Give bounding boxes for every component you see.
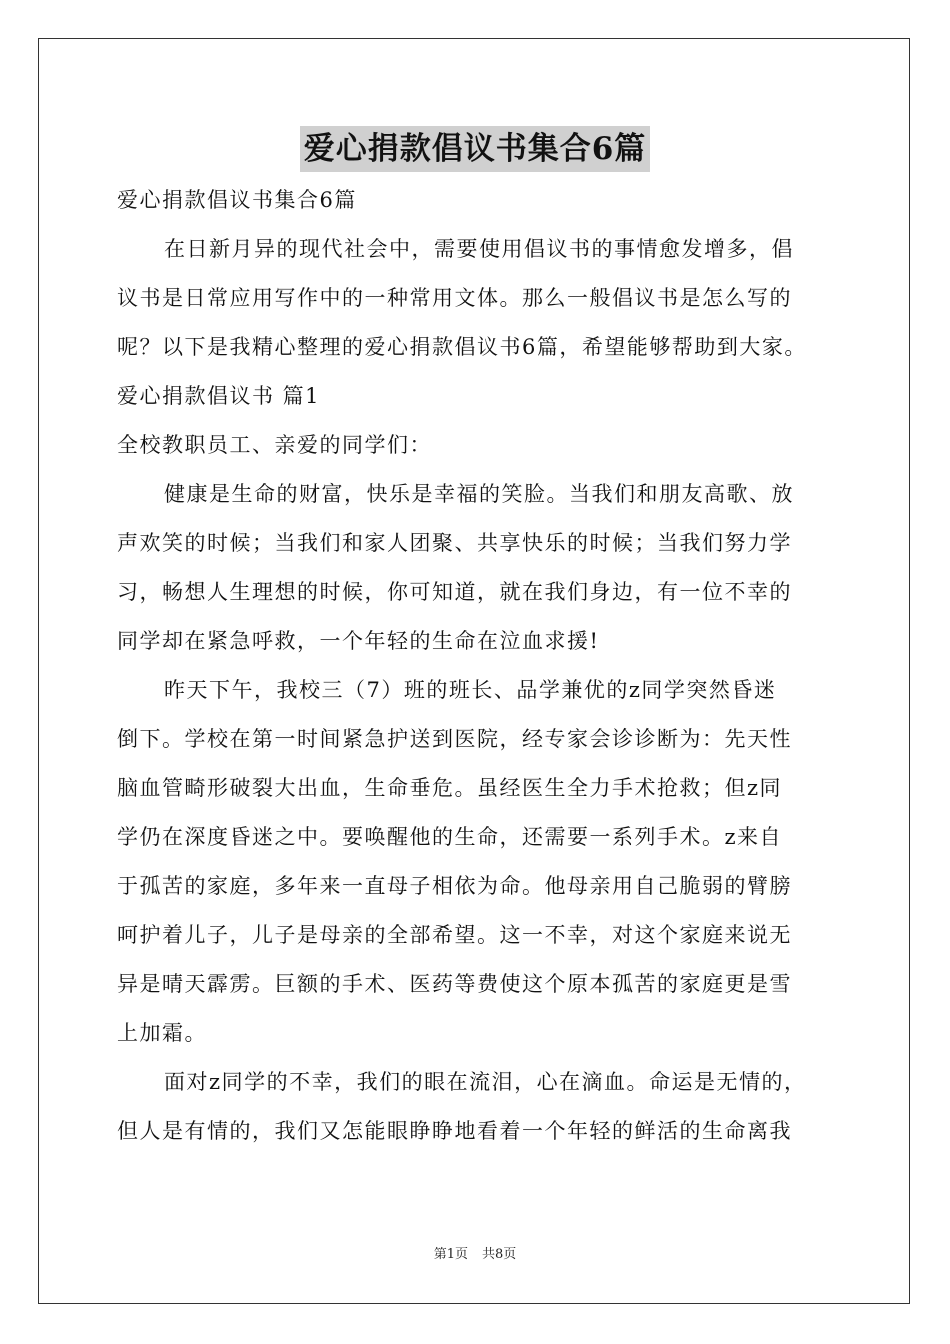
text-line: 但人是有情的，我们又怎能眼睁睁地看着一个年轻的鲜活的生命离我 bbox=[117, 1119, 792, 1143]
text-line: 上加霜。 bbox=[117, 1021, 207, 1045]
page-footer bbox=[0, 1243, 950, 1262]
text-line: 呢？以下是我精心整理的爱心捐款倡议书6篇，希望能够帮助到大家。 bbox=[117, 335, 807, 359]
title-container bbox=[0, 126, 950, 172]
text-line: 声欢笑的时候；当我们和家人团聚、共享快乐的时候；当我们努力学 bbox=[117, 531, 792, 555]
text-line: 于孤苦的家庭，多年来一直母子相依为命。他母亲用自己脆弱的臂膀 bbox=[117, 874, 792, 898]
text-line: 健康是生命的财富，快乐是幸福的笑脸。当我们和朋友高歌、放 bbox=[164, 482, 794, 506]
text-line: 昨天下午，我校三（7）班的班长、品学兼优的z同学突然昏迷 bbox=[164, 678, 777, 702]
text-line: 脑血管畸形破裂大出血，生命垂危。虽经医生全力手术抢救；但z同 bbox=[117, 776, 783, 800]
text-line: 爱心捐款倡议书集合6篇 bbox=[117, 188, 357, 212]
page-total: 共8页 bbox=[482, 1247, 517, 1262]
text-line: 倒下。学校在第一时间紧急护送到医院，经专家会诊诊断为：先天性 bbox=[117, 727, 792, 751]
text-line: 在日新月异的现代社会中，需要使用倡议书的事情愈发增多，倡 bbox=[164, 237, 794, 261]
text-line: 全校教职员工、亲爱的同学们： bbox=[117, 433, 432, 457]
text-line: 异是晴天霹雳。巨额的手术、医药等费使这个原本孤苦的家庭更是雪 bbox=[117, 972, 792, 996]
text-line: 爱心捐款倡议书 篇1 bbox=[117, 384, 321, 408]
text-line: 议书是日常应用写作中的一种常用文体。那么一般倡议书是怎么写的 bbox=[117, 286, 792, 310]
text-line: 呵护着儿子，儿子是母亲的全部希望。这一不幸，对这个家庭来说无 bbox=[117, 923, 792, 947]
document-title: 爱心捐款倡议书集合6篇 bbox=[300, 126, 651, 172]
text-line: 同学却在紧急呼救，一个年轻的生命在泣血求援! bbox=[117, 629, 600, 653]
text-line: 习，畅想人生理想的时候，你可知道，就在我们身边，有一位不幸的 bbox=[117, 580, 792, 604]
text-line: 学仍在深度昏迷之中。要唤醒他的生命，还需要一系列手术。z来自 bbox=[117, 825, 783, 849]
document-body bbox=[117, 176, 839, 1156]
page-number: 第1页 bbox=[433, 1247, 468, 1262]
text-line: 面对z同学的不幸，我们的眼在流泪，心在滴血。命运是无情的， bbox=[164, 1070, 807, 1094]
